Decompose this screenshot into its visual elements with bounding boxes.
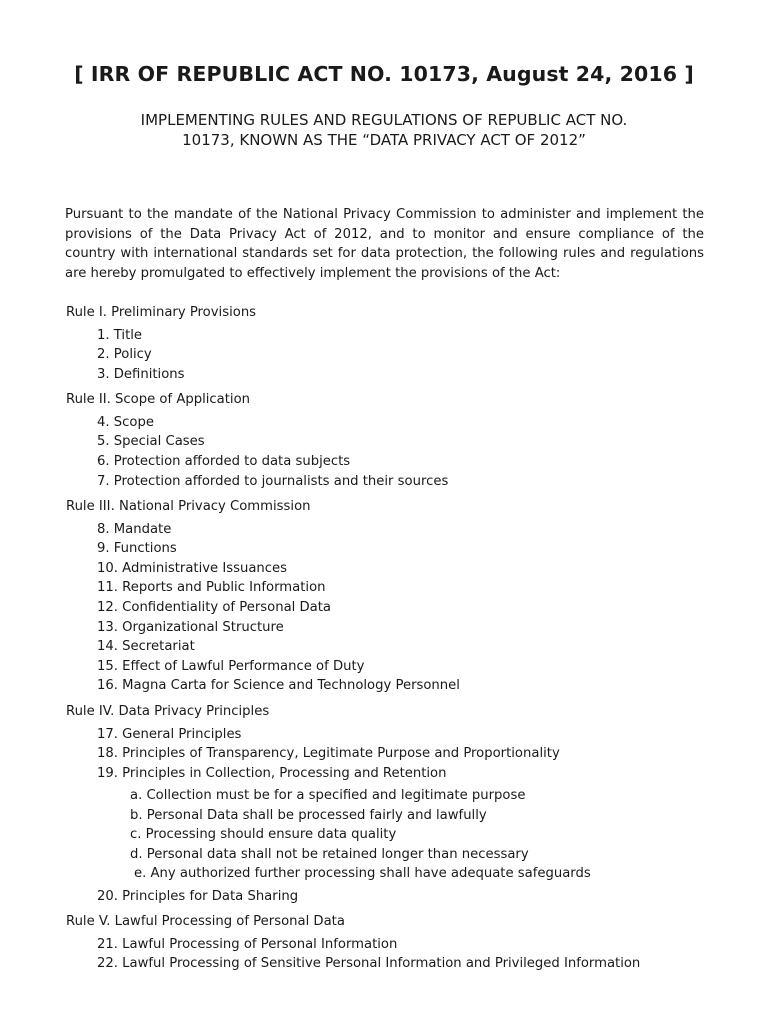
rule-4-items: [66, 725, 726, 784]
list-item: 2. Policy: [97, 347, 152, 363]
list-item: 6. Protection afforded to data subjects: [97, 453, 351, 469]
subtitle-line-2: 10173, KNOWN AS THE “DATA PRIVACY ACT OF 2012”: [182, 131, 586, 149]
list-item: 16. Magna Carta for Science and Technology Personnel: [97, 678, 460, 694]
rule-heading-2: Rule II. Scope of Application: [66, 392, 251, 408]
list-item: 22. Lawful Processing of Sensitive Personal Information and Privileged Information: [97, 956, 641, 972]
list-item: 12. Confidentiality of Personal Data: [97, 600, 332, 616]
rule-heading-1: Rule I. Preliminary Provisions: [66, 305, 257, 320]
list-item: 1. Title: [97, 327, 143, 343]
principle-subitems: [66, 786, 726, 884]
intro-paragraph: Pursuant to the mandate of the National Privacy Commission to administer and implement the provisions of the Data Privacy Act of 2012, and to monitor and ensure compliance of the country with international standards set for data protection, the following rules and regulations are hereby promulgated to effectively implement the provisions of the Act:: [65, 207, 704, 282]
page-title: [ IRR OF REPUBLIC ACT NO. 10173, August 24, 2016 ]: [74, 62, 694, 86]
list-item: 11. Reports and Public Information: [97, 580, 326, 596]
rule-4-items-continued: [66, 887, 726, 907]
rule-3-items: [66, 520, 726, 696]
document-subtitle: [70, 110, 698, 150]
subtitle-line-1: IMPLEMENTING RULES AND REGULATIONS OF REPUBLIC ACT NO.: [140, 111, 628, 129]
list-item: 10. Administrative Issuances: [97, 560, 288, 576]
rule-heading-4: Rule IV. Data Privacy Principles: [66, 704, 270, 719]
list-item: 5. Special Cases: [97, 434, 205, 450]
rule-heading-5: Rule V. Lawful Processing of Personal Data: [66, 914, 345, 930]
list-item: 14. Secretariat: [97, 639, 195, 655]
sub-list-item: c. Processing should ensure data quality: [130, 827, 397, 843]
list-item: 7. Protection afforded to journalists and their sources: [97, 473, 449, 489]
list-item: 18. Principles of Transparency, Legitimate Purpose and Proportionality: [97, 746, 560, 762]
list-item: 9. Functions: [97, 541, 177, 557]
rule-heading-3: Rule III. National Privacy Commission: [66, 499, 311, 515]
list-item: 19. Principles in Collection, Processing and Retention: [97, 765, 447, 781]
rule-2-items: [66, 413, 726, 491]
list-item: 13. Organizational Structure: [97, 619, 284, 635]
rule-1-items: [66, 326, 726, 385]
list-item: 15. Effect of Lawful Performance of Duty: [97, 658, 365, 674]
list-item: 21. Lawful Processing of Personal Information: [97, 936, 398, 952]
sub-list-item: b. Personal Data shall be processed fairly and lawfully: [130, 807, 487, 823]
rule-5-items: [66, 935, 726, 974]
table-of-contents: [66, 303, 726, 974]
list-item: 4. Scope: [97, 414, 154, 430]
sub-list-item: e. Any authorized further processing shall have adequate safeguards: [134, 866, 591, 882]
list-item: 8. Mandate: [97, 521, 172, 537]
list-item: 3. Definitions: [97, 366, 185, 382]
sub-list-item: a. Collection must be for a specified and legitimate purpose: [130, 788, 526, 804]
list-item: 20. Principles for Data Sharing: [97, 888, 299, 904]
sub-list-item: d. Personal data shall not be retained longer than necessary: [130, 846, 529, 862]
list-item: 17. General Principles: [97, 726, 242, 742]
